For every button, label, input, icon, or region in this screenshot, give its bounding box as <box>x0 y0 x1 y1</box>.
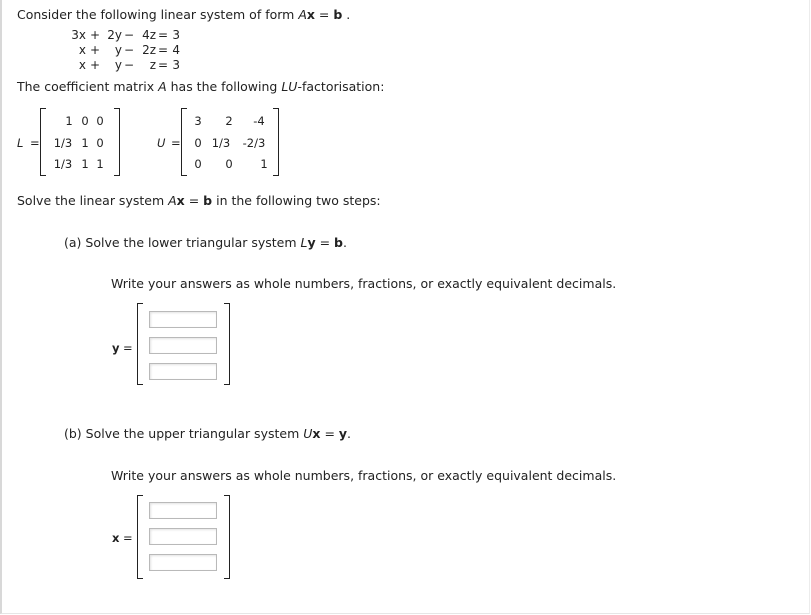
solve-sentence <box>17 193 381 208</box>
sys-op: − <box>123 43 134 57</box>
x-vector-label: x <box>112 531 120 545</box>
sys-op: − <box>123 28 134 42</box>
sys-term: y <box>114 43 122 57</box>
y2-input[interactable] <box>149 337 217 354</box>
system-row-3 <box>66 58 180 73</box>
lu-prefix: The coefficient matrix <box>17 79 159 94</box>
L-cell: 1 <box>81 136 89 150</box>
sys-rhs: 3 <box>172 58 180 72</box>
part-b-prefix: (b) Solve the upper triangular system <box>64 426 304 441</box>
L-eq: = <box>30 136 40 150</box>
solve-prefix: Solve the linear system <box>17 193 169 208</box>
sys-op: − <box>123 58 134 72</box>
x2-input[interactable] <box>149 528 217 545</box>
y-right-bracket <box>224 303 230 385</box>
L-cell: 1 <box>81 157 89 171</box>
U-eq: = <box>171 136 181 150</box>
sys-term: y <box>114 58 122 72</box>
intro-x: x <box>306 7 315 22</box>
L-cell: 0 <box>81 114 89 128</box>
sys-op: + <box>89 28 100 42</box>
y1-input[interactable] <box>149 311 217 328</box>
sys-eq: = <box>157 58 168 72</box>
solve-A: A <box>168 193 177 208</box>
lu-middle: has the following <box>166 79 282 94</box>
part-a-L: L <box>300 235 308 250</box>
part-b-U: U <box>303 426 313 441</box>
part-a-y: y <box>307 235 316 250</box>
intro-eq: = <box>314 7 334 22</box>
part-a-instruction: Write your answers as whole numbers, fractions, or exactly equivalent decimals. <box>111 276 617 291</box>
U-cell: 3 <box>194 114 202 128</box>
intro-prefix: Consider the following linear system of form <box>17 7 299 22</box>
U-cell: 0 <box>194 136 202 150</box>
y-vector-eq: = <box>123 341 133 355</box>
part-a-eq: = <box>315 235 335 250</box>
system-row-1 <box>66 28 180 43</box>
part-b-x: x <box>312 426 321 441</box>
lu-sentence <box>17 79 384 94</box>
part-b-heading <box>64 426 351 441</box>
lu-A: A <box>158 79 167 94</box>
L-cell: 0 <box>96 114 104 128</box>
L-cell: 1 <box>65 114 73 128</box>
U-cell: 1/3 <box>211 136 231 150</box>
sys-term: x <box>78 43 86 57</box>
intro-b: b <box>333 7 343 22</box>
intro-A: A <box>298 7 307 22</box>
sys-op: + <box>89 43 100 57</box>
part-a-suffix: . <box>343 235 347 250</box>
x3-input[interactable] <box>149 554 217 571</box>
part-b-y: y <box>338 426 348 441</box>
sys-term: 2y <box>107 28 122 42</box>
part-a-prefix: (a) Solve the lower triangular system <box>64 235 301 250</box>
y-vector-label: y <box>112 341 120 355</box>
L-right-bracket <box>114 108 120 176</box>
L-cell: 1 <box>96 157 104 171</box>
U-label: U <box>157 136 166 150</box>
linear-system <box>66 28 180 73</box>
solve-x: x <box>176 193 185 208</box>
intro-sentence <box>17 7 350 22</box>
sys-term: 3x <box>71 28 86 42</box>
system-row-2 <box>66 43 180 58</box>
sys-eq: = <box>157 28 168 42</box>
solve-eq: = <box>184 193 204 208</box>
lu-LU: LU <box>281 79 298 94</box>
sys-rhs: 4 <box>172 43 180 57</box>
solve-suffix: in the following two steps: <box>212 193 381 208</box>
sys-term: 2z <box>142 43 156 57</box>
x-left-bracket <box>137 495 143 579</box>
U-right-bracket <box>273 108 279 176</box>
sys-rhs: 3 <box>172 28 180 42</box>
U-cell: 0 <box>194 157 202 171</box>
sys-eq: = <box>157 43 168 57</box>
sys-op: + <box>89 58 100 72</box>
L-cell: 1/3 <box>53 157 73 171</box>
part-a-heading <box>64 235 347 250</box>
x1-input[interactable] <box>149 502 217 519</box>
L-cell: 1/3 <box>53 136 73 150</box>
intro-suffix: . <box>342 7 351 22</box>
sys-term: z <box>149 58 156 72</box>
U-cell: 1 <box>260 157 268 171</box>
part-a-b: b <box>334 235 343 250</box>
part-b-eq: = <box>320 426 339 441</box>
sys-term: x <box>78 58 86 72</box>
U-cell: 2 <box>225 114 233 128</box>
U-cell: 0 <box>225 157 233 171</box>
L-label: L <box>17 136 24 150</box>
sys-term: 4z <box>142 28 156 42</box>
solve-b: b <box>203 193 213 208</box>
lu-suffix: -factorisation: <box>297 79 385 94</box>
L-left-bracket <box>40 108 46 176</box>
U-left-bracket <box>181 108 187 176</box>
U-cell: -4 <box>253 114 265 128</box>
part-b-instruction: Write your answers as whole numbers, fractions, or exactly equivalent decimals. <box>111 468 617 483</box>
x-vector-eq: = <box>123 531 133 545</box>
U-cell: -2/3 <box>242 136 266 150</box>
y3-input[interactable] <box>149 363 217 380</box>
y-left-bracket <box>137 303 143 385</box>
x-right-bracket <box>224 495 230 579</box>
L-cell: 0 <box>96 136 104 150</box>
part-b-suffix: . <box>347 426 352 441</box>
